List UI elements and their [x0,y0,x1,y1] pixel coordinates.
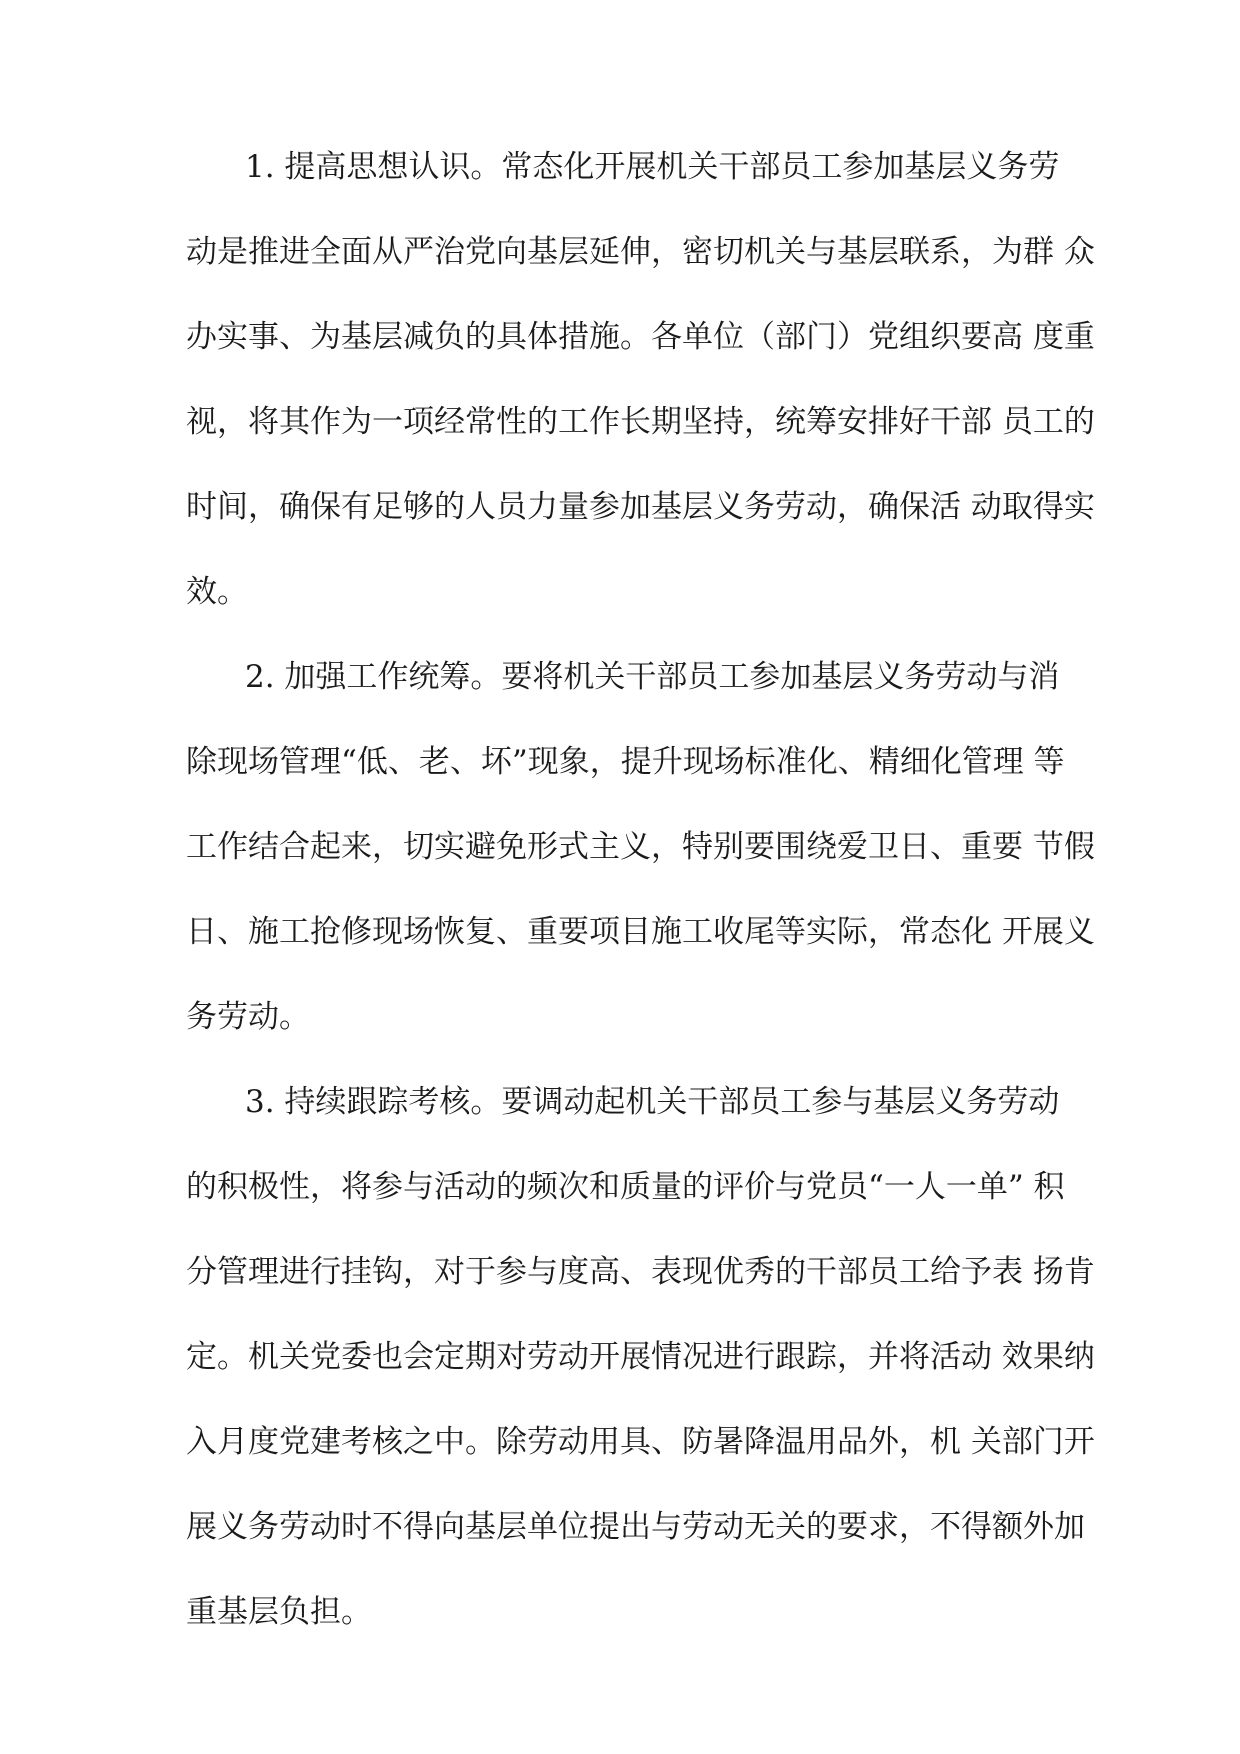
paragraph-line: 时间，确保有足够的人员力量参加基层义务劳动，确保活 动取得实 [186,489,1095,525]
paragraph-line: 办实事、为基层减负的具体措施。各单位（部门）党组织要高 度重 [186,319,1095,355]
paragraph-line: 动是推进全面从严治党向基层延伸，密切机关与基层联系，为群 众 [186,234,1095,270]
paragraph-line: 2. 加强工作统筹。要将机关干部员工参加基层义务劳动与消 [245,659,1060,695]
paragraph-line: 展义务劳动时不得向基层单位提出与劳动无关的要求，不得额外加 [186,1509,1085,1545]
paragraph-line: 的积极性，将参与活动的频次和质量的评价与党员“一人一单” 积 [186,1169,1065,1205]
paragraph-line: 定。机关党委也会定期对劳动开展情况进行跟踪，并将活动 效果纳 [186,1339,1095,1375]
paragraph-line: 入月度党建考核之中。除劳动用具、防暑降温用品外，机 关部门开 [186,1424,1095,1460]
paragraph-line: 分管理进行挂钩，对于参与度高、表现优秀的干部员工给予表 扬肯 [186,1254,1095,1290]
paragraph-line: 3. 持续跟踪考核。要调动起机关干部员工参与基层义务劳动 [245,1084,1060,1120]
paragraph-line: 视，将其作为一项经常性的工作长期坚持，统筹安排好干部 员工的 [186,404,1095,440]
paragraph-line: 1. 提高思想认识。常态化开展机关干部员工参加基层义务劳 [245,149,1060,185]
paragraph-line: 除现场管理“低、老、坏”现象，提升现场标准化、精细化管理 等 [186,744,1065,780]
paragraph-line: 工作结合起来，切实避免形式主义，特别要围绕爱卫日、重要 节假 [186,829,1095,865]
paragraph-line: 效。 [186,574,248,610]
paragraph-line: 日、施工抢修现场恢复、重要项目施工收尾等实际，常态化 开展义 [186,914,1095,950]
paragraph-line: 重基层负担。 [186,1594,372,1630]
paragraph-line: 务劳动。 [186,999,310,1035]
